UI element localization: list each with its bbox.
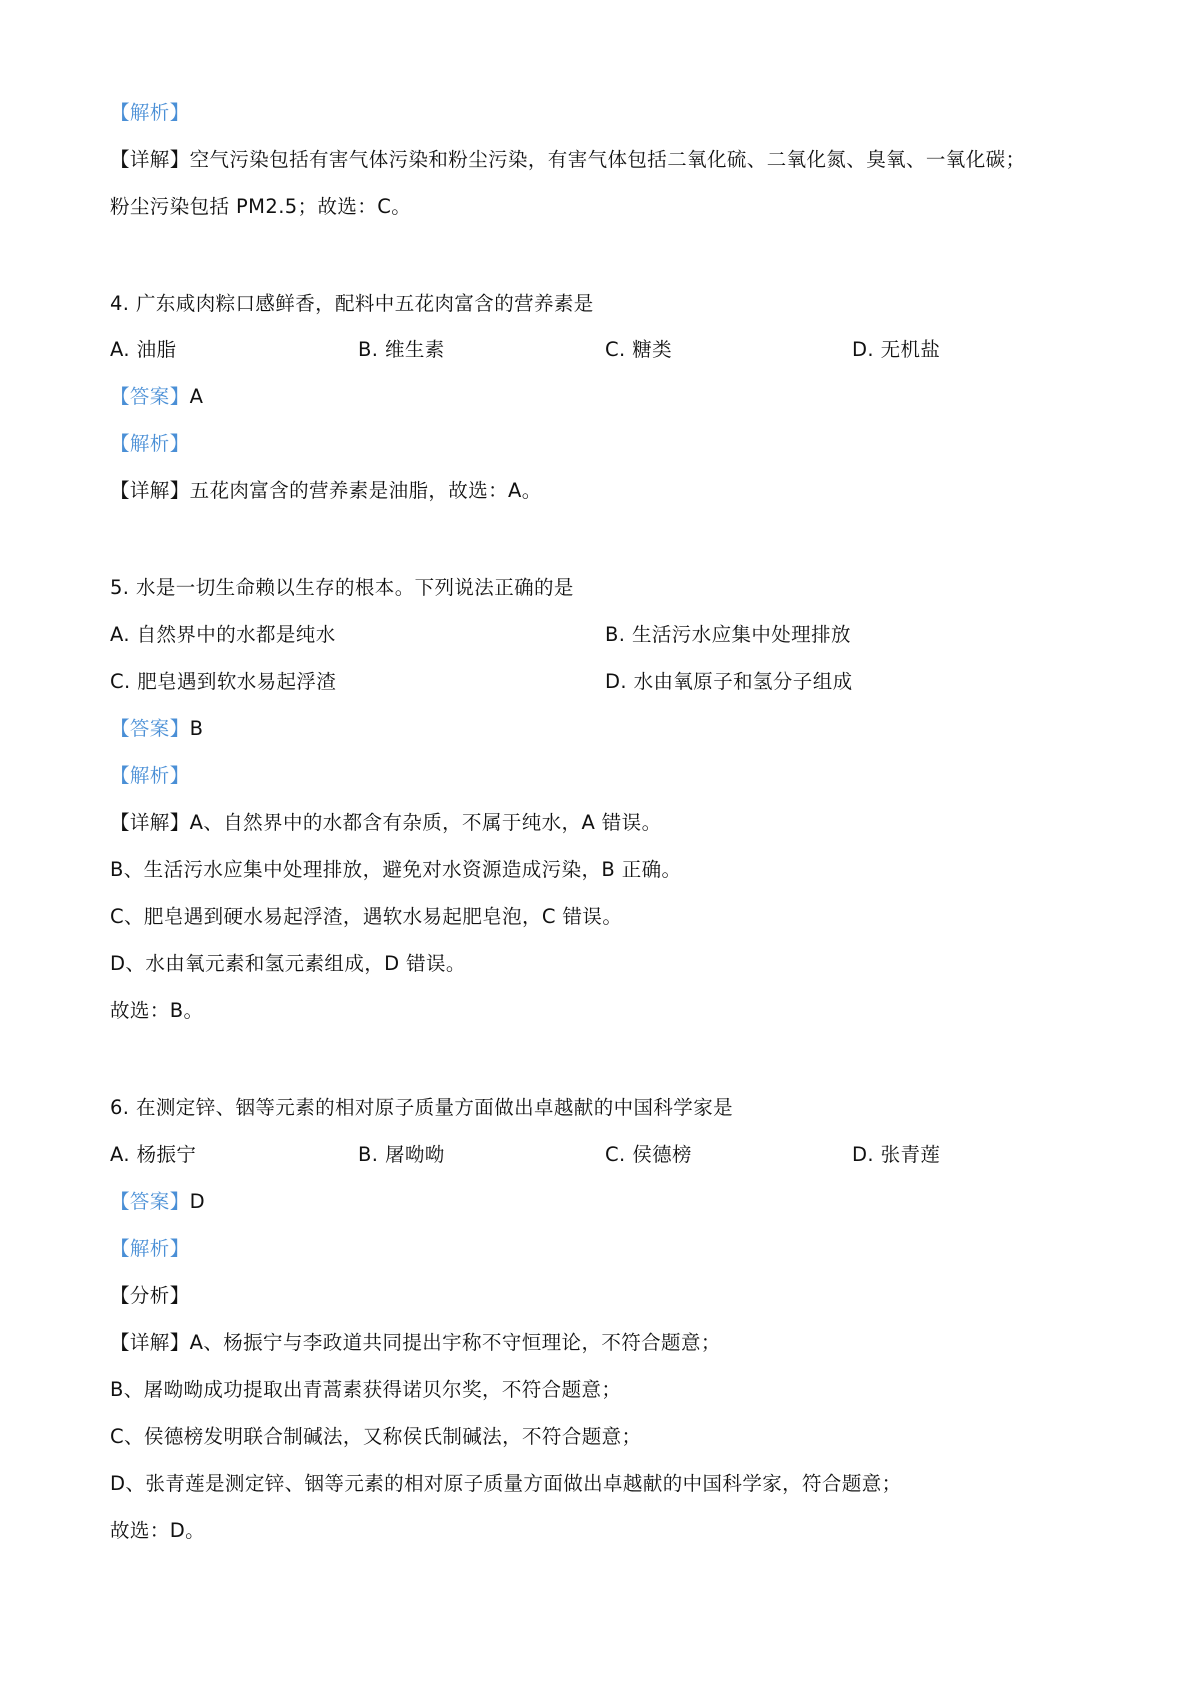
q5-option-b: B. 生活污水应集中处理排放 (605, 623, 851, 646)
q6-detail-line-4: D、张青莲是测定锌、铟等元素的相对原子质量方面做出卓越献的中国科学家，符合题意； (110, 1472, 902, 1495)
q6-stem: 6. 在测定锌、铟等元素的相对原子质量方面做出卓越献的中国科学家是 (110, 1096, 734, 1119)
q5-detail-line-1: 【详解】A、自然界中的水都含有杂质，不属于纯水，A 错误。 (110, 811, 662, 834)
q5-option-d: D. 水由氧原子和氢分子组成 (605, 670, 853, 693)
q4-answer: 【答案】A (110, 385, 204, 408)
q6-option-c: C. 侯德榜 (605, 1143, 692, 1166)
q4-option-c: C. 糖类 (605, 338, 673, 361)
q5-conclusion: 故选：B。 (110, 999, 204, 1022)
q5-detail-line-2: B、生活污水应集中处理排放，避免对水资源造成污染，B 正确。 (110, 858, 682, 881)
q5-analysis-label: 【解析】 (110, 764, 190, 787)
q5-option-a: A. 自然界中的水都是纯水 (110, 623, 336, 646)
q6-option-a: A. 杨振宁 (110, 1143, 197, 1166)
q3-detail-line-1: 【详解】空气污染包括有害气体污染和粉尘污染，有害气体包括二氧化硫、二氧化氮、臭氧、一氧化碳； (110, 148, 1026, 171)
q6-option-d: D. 张青莲 (852, 1143, 941, 1166)
q4-option-d: D. 无机盐 (852, 338, 941, 361)
q5-option-c: C. 肥皂遇到软水易起浮渣 (110, 670, 337, 693)
q4-option-a: A. 油脂 (110, 338, 177, 361)
q6-conclusion: 故选：D。 (110, 1519, 206, 1542)
q4-analysis-label: 【解析】 (110, 432, 190, 455)
q5-stem: 5. 水是一切生命赖以生存的根本。下列说法正确的是 (110, 576, 574, 599)
q6-detail-line-1: 【详解】A、杨振宁与李政道共同提出宇称不守恒理论，不符合题意； (110, 1331, 721, 1354)
q5-detail-line-4: D、水由氧元素和氢元素组成，D 错误。 (110, 952, 466, 975)
q4-stem: 4. 广东咸肉粽口感鲜香，配料中五花肉富含的营养素是 (110, 292, 594, 315)
q6-detail-line-2: B、屠呦呦成功提取出青蒿素获得诺贝尔奖，不符合题意； (110, 1378, 622, 1401)
q3-analysis-label: 【解析】 (110, 101, 190, 124)
q6-detail-line-3: C、侯德榜发明联合制碱法，又称侯氏制碱法，不符合题意； (110, 1425, 642, 1448)
q6-analysis-label: 【解析】 (110, 1237, 190, 1260)
q3-detail-line-2: 粉尘污染包括 PM2.5；故选：C。 (110, 195, 412, 218)
q4-detail: 【详解】五花肉富含的营养素是油脂，故选：A。 (110, 479, 542, 502)
q5-detail-line-3: C、肥皂遇到硬水易起浮渣，遇软水易起肥皂泡，C 错误。 (110, 905, 623, 928)
q6-fenxi-label: 【分析】 (110, 1284, 190, 1307)
q6-option-b: B. 屠呦呦 (358, 1143, 445, 1166)
q6-answer: 【答案】D (110, 1190, 206, 1213)
q5-answer: 【答案】B (110, 717, 204, 740)
q4-option-b: B. 维生素 (358, 338, 445, 361)
